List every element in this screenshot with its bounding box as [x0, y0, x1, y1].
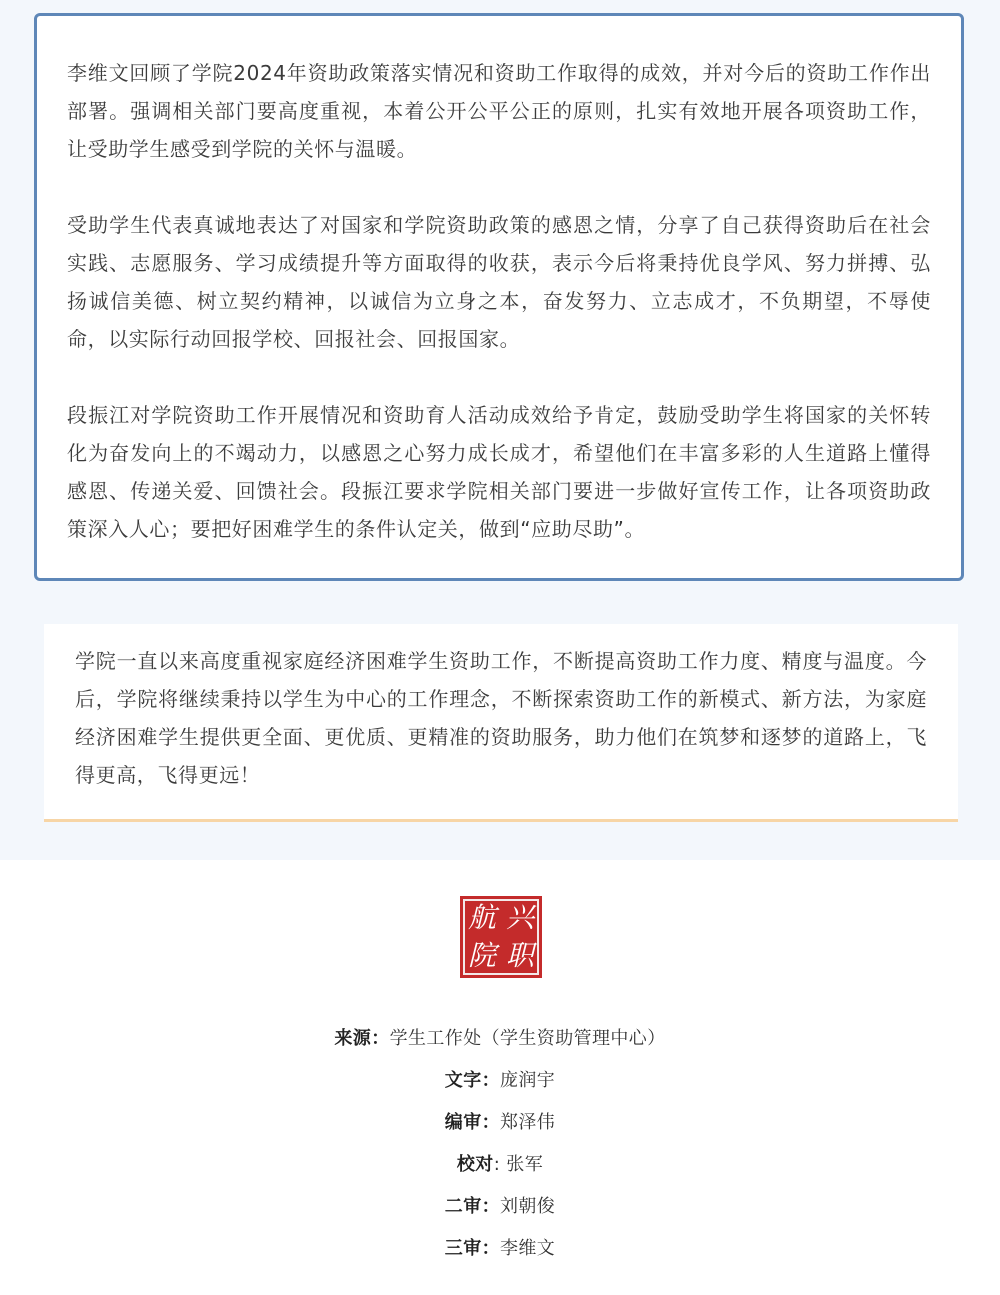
college-seal-logo — [460, 896, 542, 978]
seal-char-1: 兴 — [505, 901, 534, 934]
paragraph-student-representative: 受助学生代表真诚地表达了对国家和学院资助政策的感恩之情，分享了自己获得资助后在社会实践、志愿服务、学习成绩提升等方面取得的收获，表示今后将秉持优良学风、努力拼搏、弘扬诚信美德、树立契约精神，以诚信为立身之本，奋发努力、立志成才，不负期望，不辱使命，以实际行动回报学校、回报社会、回报国家。 — [67, 213, 931, 351]
credit-editor — [0, 1102, 1000, 1144]
credit-label: 编审： — [444, 1112, 500, 1133]
credit-value: 刘朝俊 — [500, 1196, 556, 1217]
credit-value: 郑泽伟 — [500, 1112, 556, 1133]
paragraph-duan-remarks: 段振江对学院资助工作开展情况和资助育人活动成效给予肯定，鼓励受助学生将国家的关怀转化为奋发向上的不竭动力，以感恩之心努力成长成才，希望他们在丰富多彩的人生道路上懂得感恩、传递关爱、回馈社会。段振江要求学院相关部门要进一步做好宣传工作，让各项资助政策深入人心；要把好困难学生的条件认定关，做到“应助尽助”。 — [67, 403, 931, 541]
credit-label: 三审： — [444, 1238, 500, 1259]
paragraph-review: 李维文回顾了学院2024年资助政策落实情况和资助工作取得的成效，并对今后的资助工作作出部署。强调相关部门要高度重视，本着公开公平公正的原则，扎实有效地开展各项资助工作，让受助学生感受到学院的关怀与温暖。 — [67, 61, 931, 161]
article-quote-box — [34, 13, 964, 581]
credit-writer — [0, 1060, 1000, 1102]
credit-label: 文字： — [444, 1070, 500, 1091]
credit-label: 校对 — [456, 1154, 494, 1175]
credits-block — [0, 1018, 1000, 1270]
credit-label: 来源： — [334, 1028, 390, 1049]
summary-box — [44, 624, 958, 822]
credit-value: 庞润宇 — [500, 1070, 556, 1091]
seal-char-2: 航 — [467, 901, 496, 934]
credit-label: 二审： — [444, 1196, 500, 1217]
credit-proofreader — [0, 1144, 1000, 1186]
credit-value: 李维文 — [500, 1238, 556, 1259]
credit-value: : 张军 — [493, 1154, 544, 1175]
credit-second-review — [0, 1186, 1000, 1228]
summary-paragraph: 学院一直以来高度重视家庭经济困难学生资助工作，不断提高资助工作力度、精度与温度。今后，学院将继续秉持以学生为中心的工作理念，不断探索资助工作的新模式、新方法，为家庭经济困难学生提供更全面、更优质、更精准的资助服务，助力他们在筑梦和逐梦的道路上，飞得更高，飞得更远！ — [75, 649, 927, 787]
seal-char-4: 院 — [467, 939, 496, 972]
credit-third-review — [0, 1228, 1000, 1270]
credit-value: 学生工作处（学生资助管理中心） — [389, 1028, 666, 1049]
seal-char-3: 职 — [505, 939, 534, 972]
credit-source — [0, 1018, 1000, 1060]
